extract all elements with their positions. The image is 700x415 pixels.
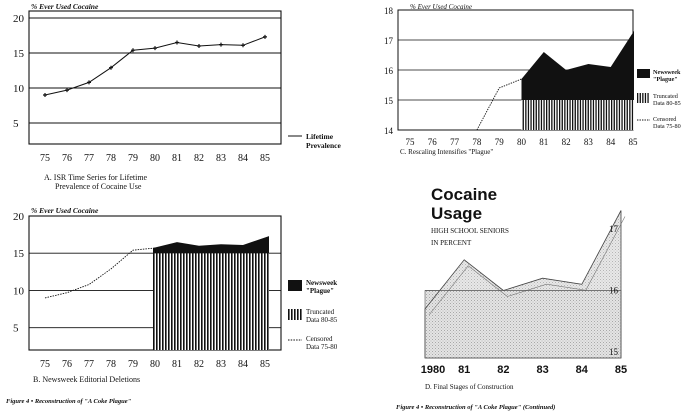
panel-b-xtick-label: 84 — [238, 359, 248, 370]
panel-c-plague-band — [522, 31, 635, 100]
panel-b-xtick-label: 81 — [172, 359, 182, 370]
panel-d-ytick-label: 16 — [609, 285, 618, 296]
panel-b-xtick-label: 85 — [260, 359, 270, 370]
panel-b-xtick-label: 83 — [216, 359, 226, 370]
panel-a-xtick-label: 84 — [238, 153, 248, 164]
panel-a-data-point — [175, 41, 179, 45]
panel-b-legend-censored-1: Censored — [306, 335, 333, 343]
panel-d-title-line2: Usage — [431, 204, 483, 223]
panel-a-caption-line1: A. ISR Time Series for Lifetime — [44, 173, 148, 182]
panel-a-xtick-label: 80 — [150, 153, 160, 164]
panel-d-subtitle-line1: HIGH SCHOOL SENIORS — [431, 227, 509, 235]
panel-c-xtick-label: 75 — [405, 137, 415, 147]
panel-d-xtick-label: 84 — [575, 364, 588, 376]
panel-c-xtick-label: 81 — [539, 137, 549, 147]
panel-b-legend-plague-2: "Plague" — [306, 287, 334, 295]
panel-b-xtick-label: 80 — [150, 359, 160, 370]
panel-b-ylabel: % Ever Used Cocaine — [31, 206, 99, 215]
panel-d-xtick-label: 81 — [458, 364, 471, 376]
panel-c-ytick-label: 18 — [384, 6, 393, 16]
panel-a-data-point — [263, 35, 267, 39]
panel-c-xtick-label: 78 — [472, 137, 482, 147]
panel-b-xtick-label: 79 — [128, 359, 138, 370]
panel-a-xtick-label: 77 — [84, 153, 94, 164]
panel-a-data-point — [43, 93, 47, 97]
panel-c-legend-censored-2: Data 75-80 — [653, 123, 681, 130]
panel-a-data-point — [219, 43, 223, 47]
panel-c-legend-censored-1: Censored — [653, 116, 677, 123]
panel-a-legend-line1: Lifetime — [306, 132, 334, 141]
panel-b-xtick-label: 82 — [194, 359, 204, 370]
panel-d-ytick-label: 15 — [609, 347, 618, 357]
panel-a-xtick-label: 85 — [260, 153, 270, 164]
panel-a-xtick-label: 83 — [216, 153, 226, 164]
panel-b-xtick-label: 77 — [84, 359, 94, 370]
panel-b-legend-truncated-1: Truncated — [306, 308, 335, 316]
panel-a — [13, 2, 342, 191]
panel-b-legend — [288, 279, 338, 351]
panel-c-ytick-label: 17 — [384, 36, 393, 46]
panel-b-legend-swatch-truncated — [288, 309, 302, 320]
panel-a-xtick-label: 76 — [62, 153, 72, 164]
panel-b-plague-band — [153, 236, 269, 253]
panel-a-legend — [288, 132, 342, 150]
panel-c-legend-plague-2: "Plague" — [653, 76, 678, 83]
panel-c-legend-plague-1: Newsweek — [653, 69, 681, 76]
panel-c-legend-truncated-1: Truncated — [653, 93, 678, 100]
panel-b-ytick-label: 5 — [13, 322, 19, 335]
panel-c-ylabel: % Ever Used Cocaine — [410, 3, 473, 11]
panel-b-xtick-label: 78 — [106, 359, 116, 370]
panel-c-ytick-label: 15 — [384, 96, 393, 106]
panel-c-ytick-label: 16 — [384, 66, 393, 76]
panel-c-truncated-block — [522, 100, 635, 130]
panel-b-xtick-label: 76 — [62, 359, 72, 370]
panel-a-xtick-label: 82 — [194, 153, 204, 164]
panel-c-legend-swatch-truncated — [637, 93, 650, 103]
panel-a-ytick-label: 20 — [13, 13, 24, 25]
panel-b-ytick-label: 20 — [13, 211, 24, 223]
panel-b-truncated-block — [153, 253, 269, 350]
panel-b-caption: B. Newsweek Editorial Deletions — [33, 375, 141, 384]
panel-a-ytick-label: 15 — [13, 48, 24, 60]
panel-b-xtick-label: 75 — [40, 359, 50, 370]
panel-b-legend-censored-2: Data 75-80 — [306, 343, 338, 351]
panel-a-data-point — [65, 88, 69, 92]
panel-b-legend-swatch-plague — [288, 280, 302, 291]
panel-a-ytick-label: 5 — [13, 118, 19, 130]
panel-a-data-point — [197, 44, 201, 48]
panel-a-xtick-label: 75 — [40, 153, 50, 164]
panel-c-censored-line — [477, 79, 522, 130]
panel-a-ytick-label: 10 — [13, 83, 24, 95]
panel-a-xtick-label: 81 — [172, 153, 182, 164]
panel-c-xtick-label: 85 — [628, 137, 638, 147]
panel-b-legend-plague-1: Newsweek — [306, 279, 338, 287]
panel-c — [384, 3, 681, 156]
panel-d-xtick-label: 83 — [536, 364, 549, 376]
panel-c-ytick-label: 14 — [384, 126, 393, 136]
panel-c-xtick-label: 76 — [427, 137, 437, 147]
panel-c-xtick-label: 80 — [517, 137, 526, 147]
footer-right-caption: Figure 4 • Reconstruction of "A Coke Plague" (Continued) — [396, 404, 556, 411]
panel-d — [421, 185, 627, 391]
panel-b-ytick-label: 10 — [13, 285, 24, 298]
panel-b-legend-truncated-2: Data 80-85 — [306, 316, 338, 324]
panel-c-legend-swatch-plague — [637, 69, 650, 78]
panel-c-xtick-label: 82 — [561, 137, 571, 147]
panel-a-legend-line2: Prevalence — [306, 141, 341, 150]
panel-d-ytick-label: 17 — [609, 224, 618, 234]
panel-d-subtitle-line2: IN PERCENT — [431, 239, 472, 247]
panel-d-xtick-label: 1980 — [420, 364, 446, 376]
panel-c-xtick-label: 77 — [450, 137, 460, 147]
panel-a-ylabel: % Ever Used Cocaine — [31, 2, 99, 11]
panel-a-caption-line2: Prevalence of Cocaine Use — [55, 182, 142, 191]
panel-c-legend — [637, 69, 681, 130]
footer-left-caption: Figure 4 • Reconstruction of "A Coke Plague" — [6, 398, 132, 405]
panel-c-caption: C. Rescaling Intensifies "Plague" — [400, 148, 494, 156]
panel-b — [13, 206, 338, 384]
panel-c-xtick-label: 83 — [583, 137, 593, 147]
panel-d-xtick-label: 82 — [497, 364, 510, 376]
panel-a-xtick-label: 79 — [128, 153, 138, 164]
panel-c-xtick-label: 84 — [606, 137, 616, 147]
panel-a-xtick-label: 78 — [106, 153, 116, 164]
panel-c-xtick-label: 79 — [494, 137, 504, 147]
panel-c-legend-truncated-2: Data 80-85 — [653, 100, 681, 107]
panel-b-ytick-label: 15 — [13, 248, 24, 261]
panel-a-data-point — [241, 43, 245, 47]
panel-d-caption: D. Final Stages of Construction — [425, 383, 514, 391]
panel-d-title-line1: Cocaine — [431, 185, 498, 204]
panel-a-series-line — [45, 37, 265, 95]
panel-a-data-point — [153, 46, 157, 50]
panel-d-xtick-label: 85 — [614, 364, 628, 376]
panel-a-frame — [29, 11, 281, 144]
